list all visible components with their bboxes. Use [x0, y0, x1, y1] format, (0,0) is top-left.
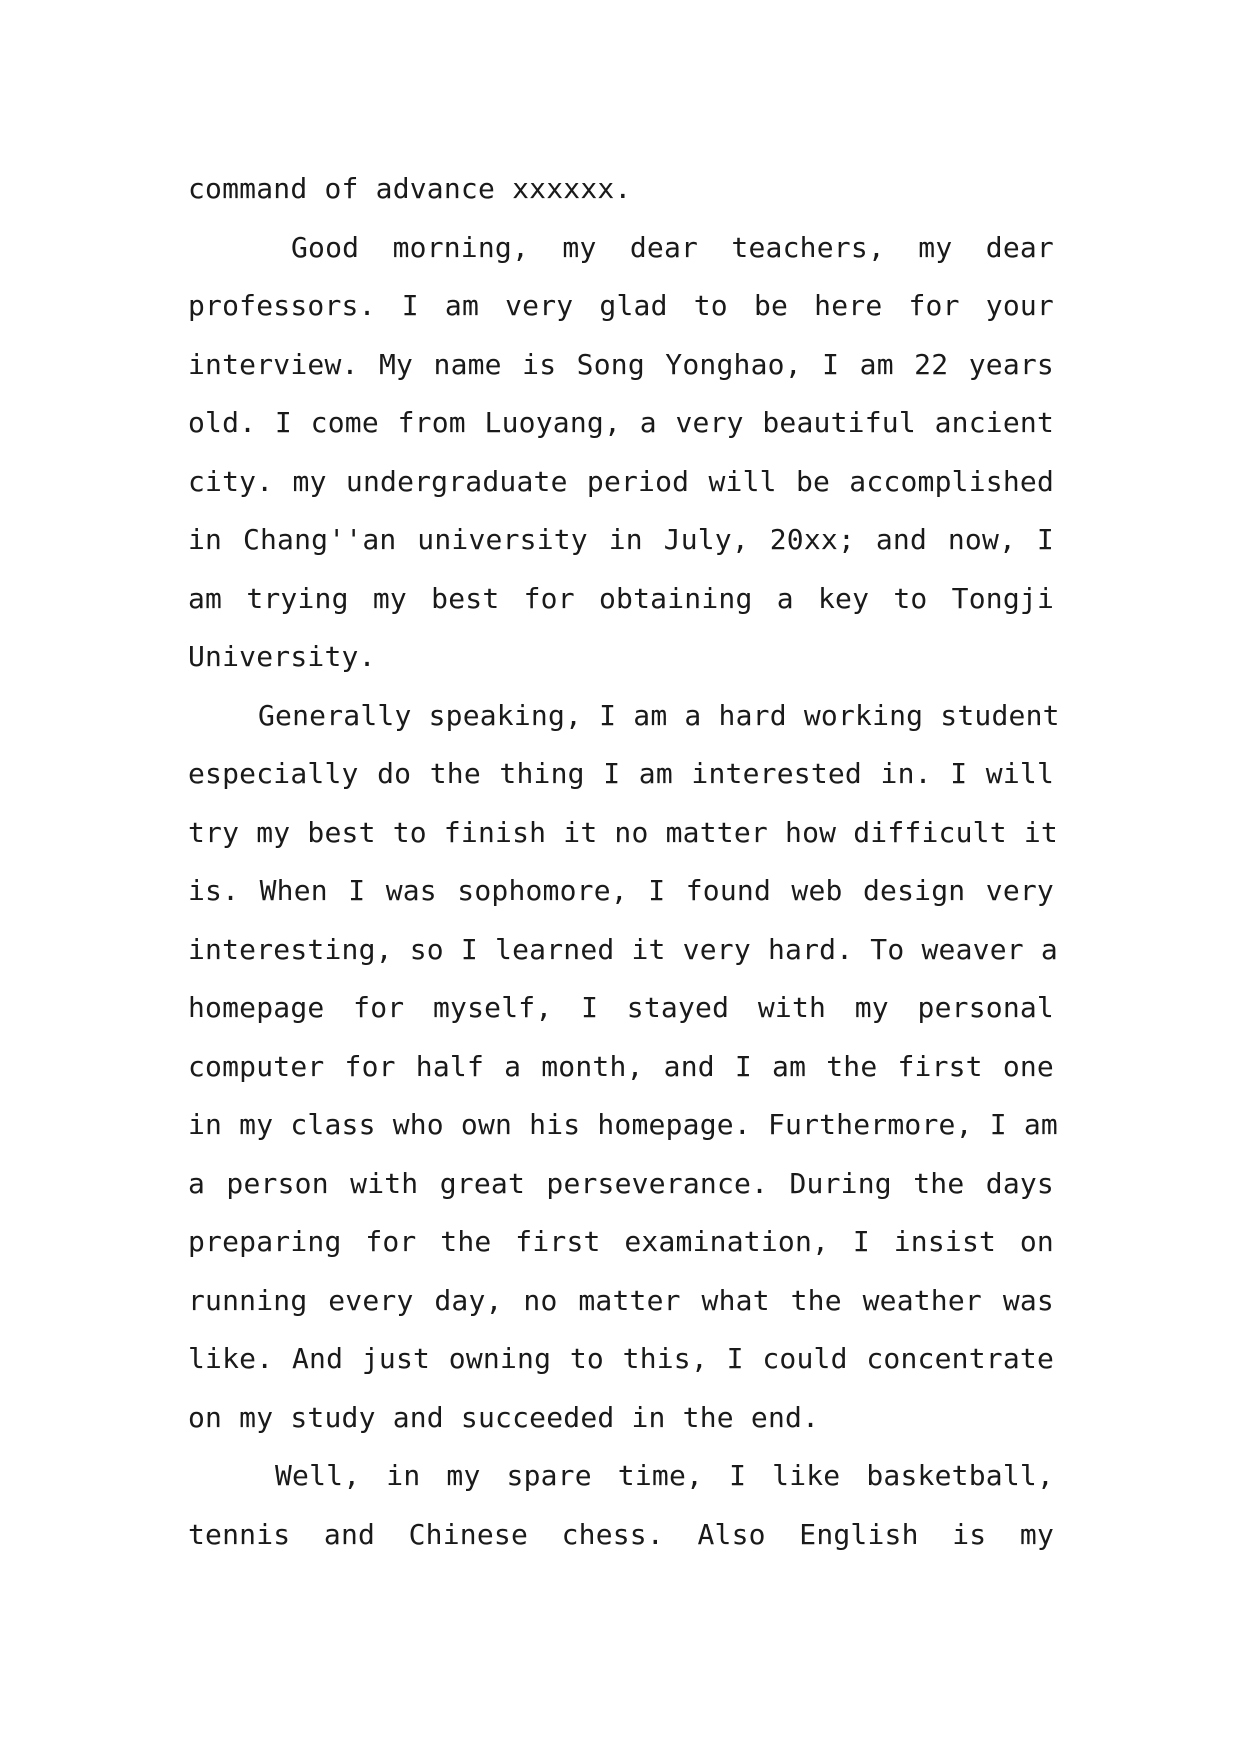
text-line: homepage for myself, I stayed with my personal — [188, 991, 1054, 1024]
paragraph-greeting — [188, 219, 1054, 687]
text-line: try my best to finish it no matter how difficult it — [188, 815, 1058, 849]
paragraph-hard-working — [188, 687, 1060, 1448]
text-line: old. I come from Luoyang, a very beautiful ancient — [188, 406, 1054, 439]
text-line: like. And just owning to this, I could concentrate — [188, 1342, 1054, 1375]
text-line: Generally speaking, I am a hard working student — [258, 698, 1060, 732]
text-line: interview. My name is Song Yonghao, I am 22 years — [188, 347, 1054, 381]
text-line: command of advance xxxxxx. — [188, 172, 632, 205]
text-line: running every day, no matter what the weather was — [188, 1283, 1054, 1317]
text-line: tennis and Chinese chess. Also English is my — [188, 1517, 1054, 1551]
text-line: professors. I am very glad to be here for your — [188, 289, 1054, 322]
text-line: computer for half a month, and I am the first one — [188, 1049, 1054, 1083]
text-line: on my study and succeeded in the end. — [188, 1400, 820, 1434]
text-line: interesting, so I learned it very hard. To weaver a — [188, 932, 1058, 966]
text-line: in my class who own his homepage. Furthermore, I am — [188, 1108, 1058, 1141]
paragraph-continuation — [188, 160, 1054, 219]
text-line: is. When I was sophomore, I found web design very — [188, 874, 1054, 907]
text-line: in Chang''an university in July, 20xx; and now, I — [188, 523, 1054, 556]
text-line: University. — [188, 640, 376, 673]
text-line: am trying my best for obtaining a key to Tongji — [188, 581, 1054, 615]
text-line: Well, in my spare time, I like basketball, — [275, 1459, 1054, 1492]
document-body — [188, 160, 1060, 1564]
text-line: Good morning, my dear teachers, my dear — [291, 230, 1054, 264]
text-line: preparing for the first examination, I insist on — [188, 1225, 1054, 1258]
text-line: especially do the thing I am interested in. I will — [188, 757, 1054, 790]
text-line: a person with great perseverance. During the days — [188, 1166, 1054, 1200]
paragraph-hobbies — [188, 1447, 1054, 1564]
text-line: city. my undergraduate period will be accomplished — [188, 464, 1054, 498]
